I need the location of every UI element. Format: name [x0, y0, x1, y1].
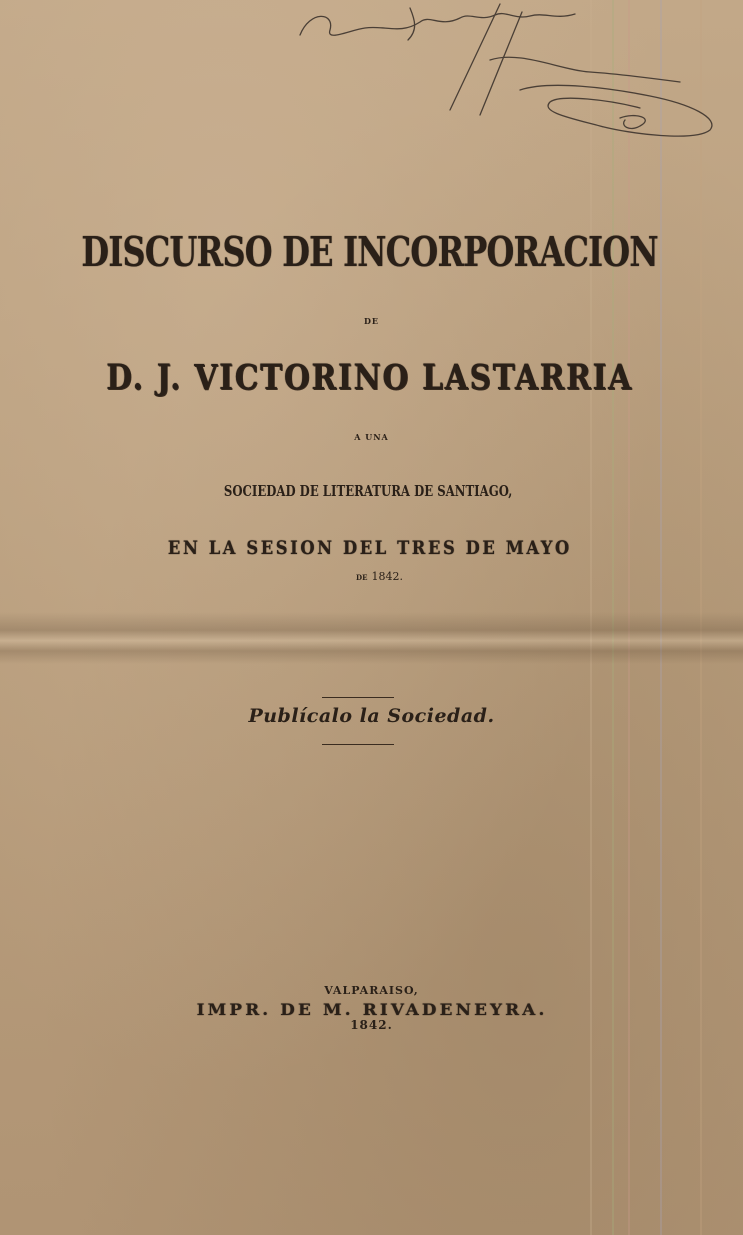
fold-crease [0, 612, 743, 664]
society-name: SOCIEDAD DE LITERATURA DE SANTIAGO, [223, 482, 513, 500]
ornamental-rule-top [322, 697, 394, 698]
session-year-line [8, 570, 743, 583]
document-title: DISCURSO DE INCORPORACION [81, 228, 658, 276]
ornamental-rule-bottom [322, 744, 394, 745]
handwritten-signature [290, 0, 730, 145]
session-year: 1842. [371, 570, 403, 583]
author-name: D. J. VICTORINO LASTARRIA [106, 357, 633, 398]
imprint-year: 1842. [350, 1018, 393, 1032]
session-line: EN LA SESION DEL TRES DE MAYO [167, 537, 572, 559]
imprint-city: VALPARAISO, [324, 984, 419, 997]
connector-a-una: A UNA [354, 432, 389, 442]
session-year-prefix: DE [356, 573, 368, 582]
connector-de: DE [363, 316, 380, 326]
imprint-printer: IMPR. DE M. RIVADENEYRA. [196, 1000, 548, 1019]
publisher-note: Publícalo la Sociedad. [248, 705, 495, 727]
